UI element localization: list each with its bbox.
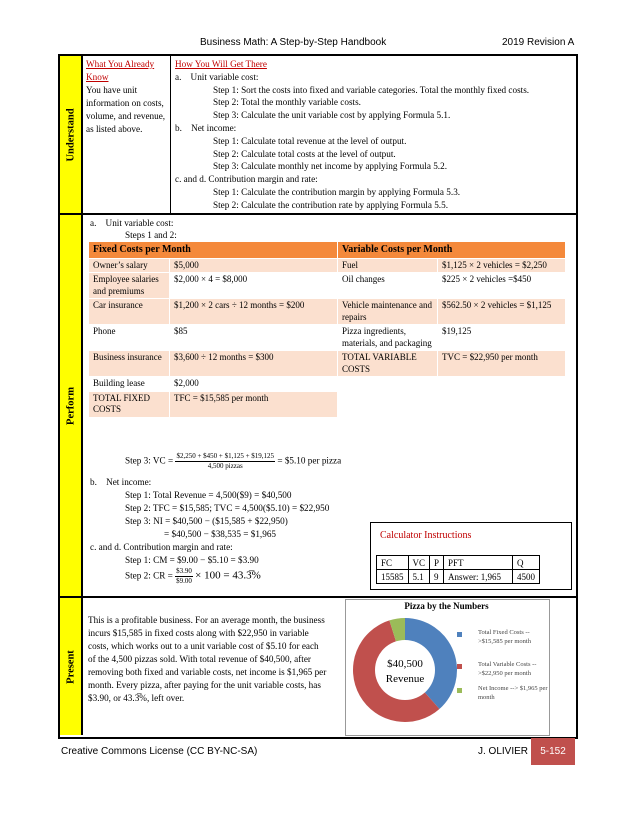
table-cell: Business insurance [89,351,170,377]
table-cell: Building lease [89,377,170,392]
table-row [89,351,566,377]
table-cell: Owner’s salary [89,258,170,273]
step3-denominator: 4,500 pizzas [207,462,243,470]
table-cell: TVC = $22,950 per month [438,351,566,377]
table-cell: $2,000 [170,377,338,392]
section-divider [60,596,576,598]
calc-value: 5.1 [408,570,430,584]
how-line: Step 3: Calculate monthly net income by applying Formula 5.2. [213,161,447,172]
part-b-line: = $40,500 − $38,535 = $1,965 [164,529,277,539]
how-line: Step 1: Calculate total revenue at the level of output. [213,135,407,146]
table-cell: TOTAL FIXED COSTS [89,391,170,417]
legend-item: Net Income --> $1,965 per month [478,685,548,701]
calc-header: VC [408,556,430,570]
present-label: Present [65,649,76,684]
cost-table [88,241,566,418]
table-cell: $2,000 × 4 = $8,000 [170,273,338,299]
step3-numerator: $2,250 + $450 + $1,125 + $19,125 [176,452,275,460]
part-b-heading: b. Net income: [90,477,152,487]
center-caption: Revenue [385,673,425,685]
chart-title: Pizza by the Numbers [404,601,489,611]
steps-1-2-label: Steps 1 and 2: [125,230,177,240]
table-cell: $225 × 2 vehicles =$450 [438,273,566,299]
calc-value: 15585 [377,570,409,584]
part-b-line: Step 1: Total Revenue = 4,500($9) = $40,500 [125,490,292,500]
calc-value: 4500 [513,570,540,584]
table-cell-empty [338,377,566,392]
table-cell: $1,200 × 2 cars ÷ 12 months = $200 [170,299,338,325]
legend-item: Total Fixed Costs -->$15,585 per month [478,629,531,645]
page-header-revision: 2019 Revision A [502,37,575,48]
part-a-heading: a. Unit variable cost: [90,218,174,228]
part-b-line: Step 3: NI = $40,500 − ($15,585 + $22,950) [125,516,288,526]
table-cell: $1,125 × 2 vehicles = $2,250 [438,258,566,273]
how-line: Step 2: Total the monthly variable costs. [213,97,361,108]
author-name: J. OLIVIER [478,746,529,757]
how-line: Step 2: Calculate the contribution rate by applying Formula 5.5. [213,199,448,210]
perform-band [60,215,83,596]
present-band [60,598,83,735]
how-line: b. Net income: [175,122,237,133]
table-row [89,258,566,273]
table-cell: Employee salaries and premiums [89,273,170,299]
table-cell: TFC = $15,585 per month [170,391,338,417]
table-row [89,325,566,351]
table-cell: Oil changes [338,273,438,299]
section-divider [60,213,576,215]
table-cell: Pizza ingredients, materials, and packaging [338,325,438,351]
step3-fraction [175,452,275,471]
table-cell: Fuel [338,258,438,273]
table-cell: Car insurance [89,299,170,325]
cr-formula [125,567,261,586]
calculator-title: Calculator Instructions [380,530,472,541]
how-line: Step 1: Calculate the contribution margin by applying Formula 5.3. [213,186,461,197]
cm-line: Step 1: CM = $9.00 − $5.10 = $3.90 [125,555,259,565]
table-row [89,273,566,299]
page-header-title: Business Math: A Step-by-Step Handbook [200,37,387,48]
understand-label: Understand [65,107,76,162]
table-cell-empty [338,391,566,417]
legend-swatch [457,632,462,637]
legend-swatch [457,688,462,693]
donut-hole [375,640,435,700]
cr-fraction [175,567,193,586]
table-cell: $562.50 × 2 vehicles = $1,125 [438,299,566,325]
present-summary: This is a profitable business. For an average month, the business incurs $15,585 in fixed costs along with $22,950 in variable costs, which works out to a unit variable cost of $5.10 for each of the 4,500 pizzas sold. With total revenue of $40,500, after removing both fixed and variable costs, net income is $1,965 per month. Every pizza, after paying for the unit variable costs, has $3.90, or 43.3̅%, left over. [88,615,327,703]
calc-value: Answer: 1,965 [444,570,513,584]
cr-label: Step 2: CR = [125,570,173,581]
how-line: a. Unit variable cost: [175,71,259,82]
table-cell: $19,125 [438,325,566,351]
calc-header: Q [513,556,540,570]
understand-divider [170,56,171,213]
step3-result: = $5.10 per pizza [277,455,342,466]
calc-header: FC [377,556,409,570]
how-line: Step 2: Calculate total costs at the level of output. [213,148,396,159]
license-text: Creative Commons License (CC BY-NC-SA) [61,746,258,757]
calc-value: 9 [430,570,444,584]
table-cell: Phone [89,325,170,351]
part-b-line: Step 2: TFC = $15,585; TVC = 4,500($5.10) = $22,950 [125,503,330,513]
how-you-get-there [175,58,573,212]
part-cd-heading: c. and d. Contribution margin and rate: [90,542,233,552]
cr-denominator: $9.00 [176,577,192,585]
step3-label: Step 3: VC = [125,455,174,466]
how-line: Step 3: Calculate the unit variable cost by applying Formula 5.1. [213,110,451,121]
what-you-know [86,58,168,136]
understand-band [60,56,83,213]
table-cell: $3,600 ÷ 12 months = $300 [170,351,338,377]
table-cell: $5,000 [170,258,338,273]
table-cell: TOTAL VARIABLE COSTS [338,351,438,377]
calc-header: P [430,556,444,570]
table-cell: Vehicle maintenance and repairs [338,299,438,325]
legend-item: Total Variable Costs -->$22,950 per month [478,661,537,677]
chart-legend [457,632,462,693]
page-number: 5-152 [531,738,575,765]
calc-header: PFT [444,556,513,570]
cr-result: × 100 = 43.3̅% [195,569,261,582]
variable-costs-header: Variable Costs per Month [338,242,566,259]
how-line: Step 1: Sort the costs into fixed and variable categories. Total the monthly fixed costs. [213,84,530,95]
how-heading: How You Will Get There [175,59,267,69]
perform-label: Perform [65,386,76,425]
step3-formula [125,452,341,471]
table-row [89,299,566,325]
table-row [89,377,566,392]
cr-numerator: $3.90 [176,567,192,575]
what-you-know-text: You have unit information on costs, volume, and revenue, as listed above. [86,85,166,134]
fixed-costs-header: Fixed Costs per Month [89,242,338,259]
what-you-know-heading: What You Already Know [86,59,155,82]
legend-swatch [457,664,462,669]
table-row [89,391,566,417]
calculator-table [376,555,540,584]
table-cell: $85 [170,325,338,351]
center-value: $40,500 [387,658,423,670]
how-line: c. and d. Contribution margin and rate: [175,174,318,185]
